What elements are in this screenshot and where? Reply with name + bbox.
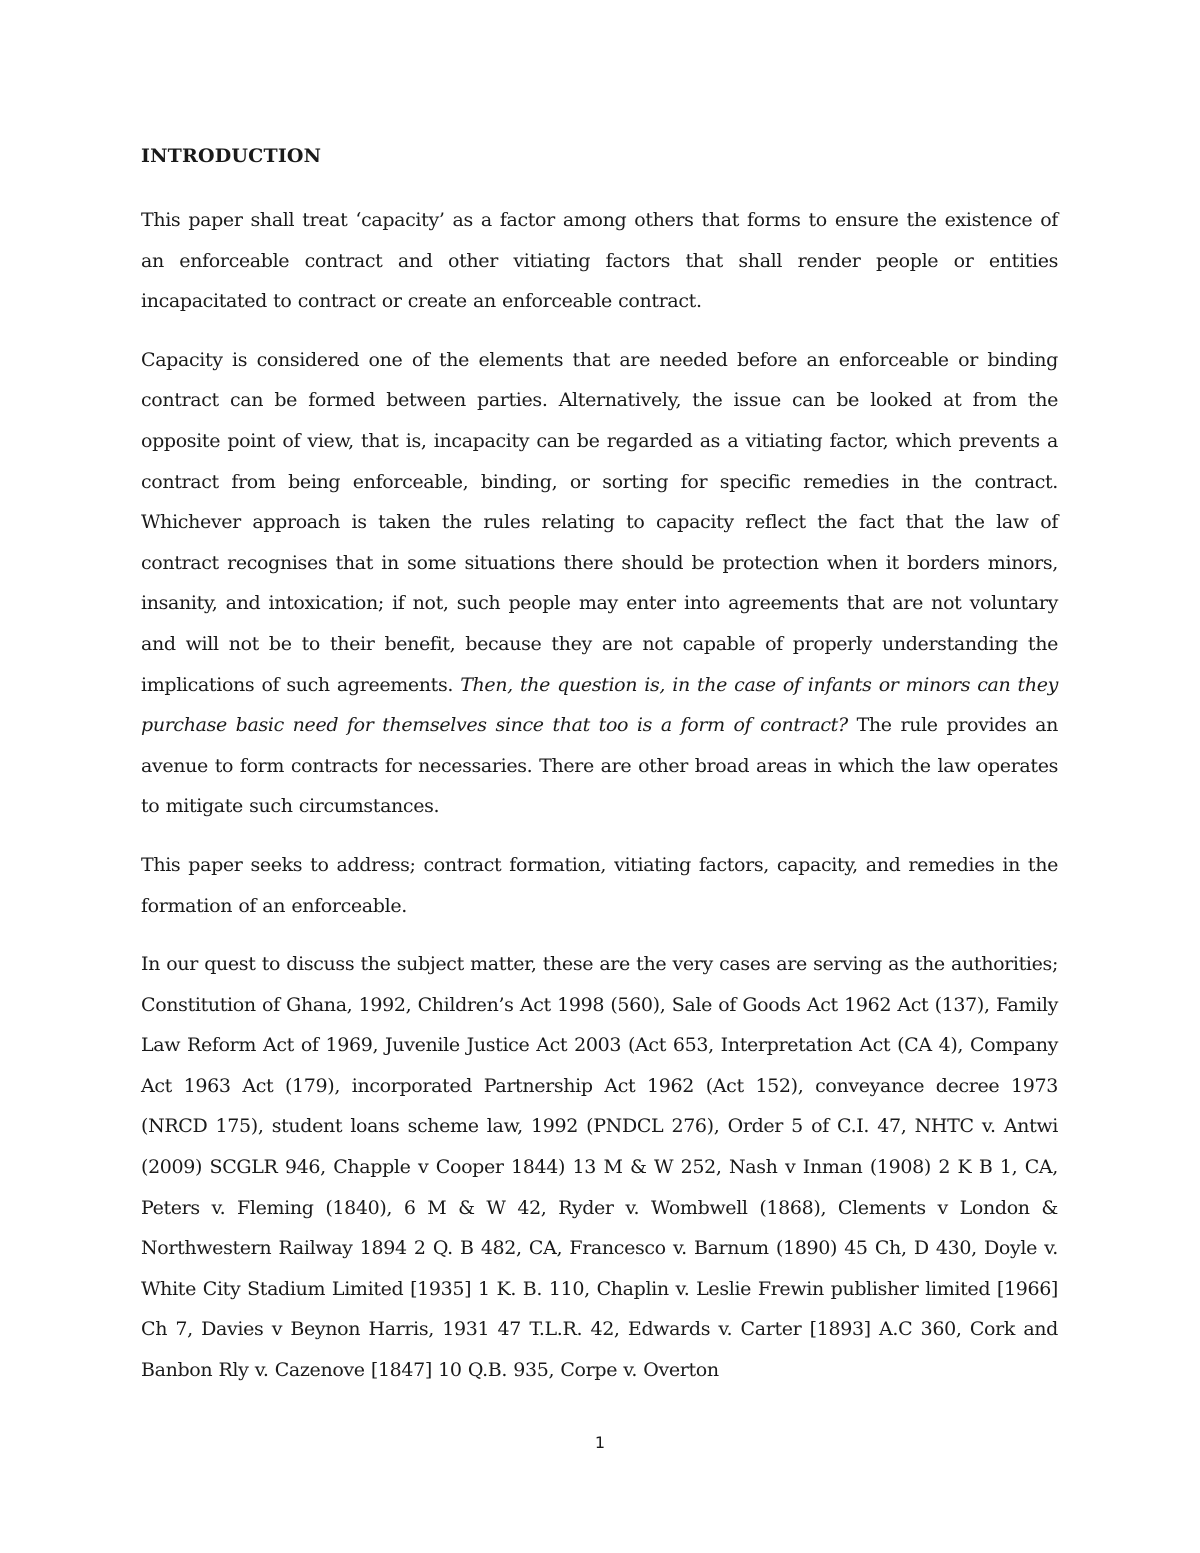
paragraph-2-text-a: Capacity is considered one of the elements that are needed before an enforceable or binding contract can be formed between parties. Alternatively, the issue can be looked at from the opposite point of view, that is, incapacity can be regarded as a vitiating factor, which prevents a contract from being enforceable, binding, or sorting for specific remedies in the contract. Whichever approach is taken the rules relating to capacity reflect the fact that the law of contract recognises that in some situations there should be protection when it borders minors, insanity, and intoxication; if not, such people may enter into agreements that are not voluntary and will not be to their benefit, because they are not capable of properly understanding the implications of such agreements. [141,348,1058,696]
page-number: 1 [594,1433,606,1452]
paragraph-2-italic-question: Then, the question is, in the case of infants or minors can they purchase basic need for themselves since that too is a form of contract? [141,673,1058,737]
paragraph-1: This paper shall treat ‘capacity’ as a factor among others that forms to ensure the existence of an enforceable contract and other vitiating factors that shall render people or entities incapacitated to contract or create an enforceable contract. [141,209,1058,313]
paragraph-4: In our quest to discuss the subject matter, these are the very cases are serving as the authorities; Constitution of Ghana, 1992, Children’s Act 1998 (560), Sale of Goods Act 1962 Act (137), Family Law Reform Act of 1969, Juvenile Justice Act 2003 (Act 653, Interpretation Act (CA 4), Company Act 1963 Act (179), incorporated Partnership Act 1962 (Act 152), conveyance decree 1973 (NRCD 175), student loans scheme law, 1992 (PNDCL 276), Order 5 of C.I. 47, NHTC v. Antwi (2009) SCGLR 946, Chapple v Cooper 1844) 13 M & W 252, Nash v Inman (1908) 2 K B 1, CA, Peters v. Fleming (1840), 6 M & W 42, Ryder v. Wombwell (1868), Clements v London & Northwestern Railway 1894 2 Q. B 482, CA, Francesco v. Barnum (1890) 45 Ch, D 430, Doyle v. White City Stadium Limited [1935] 1 K. B. 110, Chaplin v. Leslie Frewin publisher limited [1966] Ch 7, Davies v Beynon Harris, 1931 47 T.L.R. 42, Edwards v. Carter [1893] A.C 360, Cork and Banbon Rly v. Cazenove [1847] 10 Q.B. 935, Corpe v. Overton [141,953,1058,1382]
section-heading: INTRODUCTION [141,145,322,167]
paragraph-2-text-b: The rule provides an avenue to form contracts for necessaries. There are other broad areas in which the law operates to mitigate such circumstances. [141,714,1058,818]
paragraph-2 [141,340,1058,827]
document-body [141,140,1058,1409]
paragraph-3: This paper seeks to address; contract formation, vitiating factors, capacity, and remedies in the formation of an enforceable. [141,853,1058,917]
